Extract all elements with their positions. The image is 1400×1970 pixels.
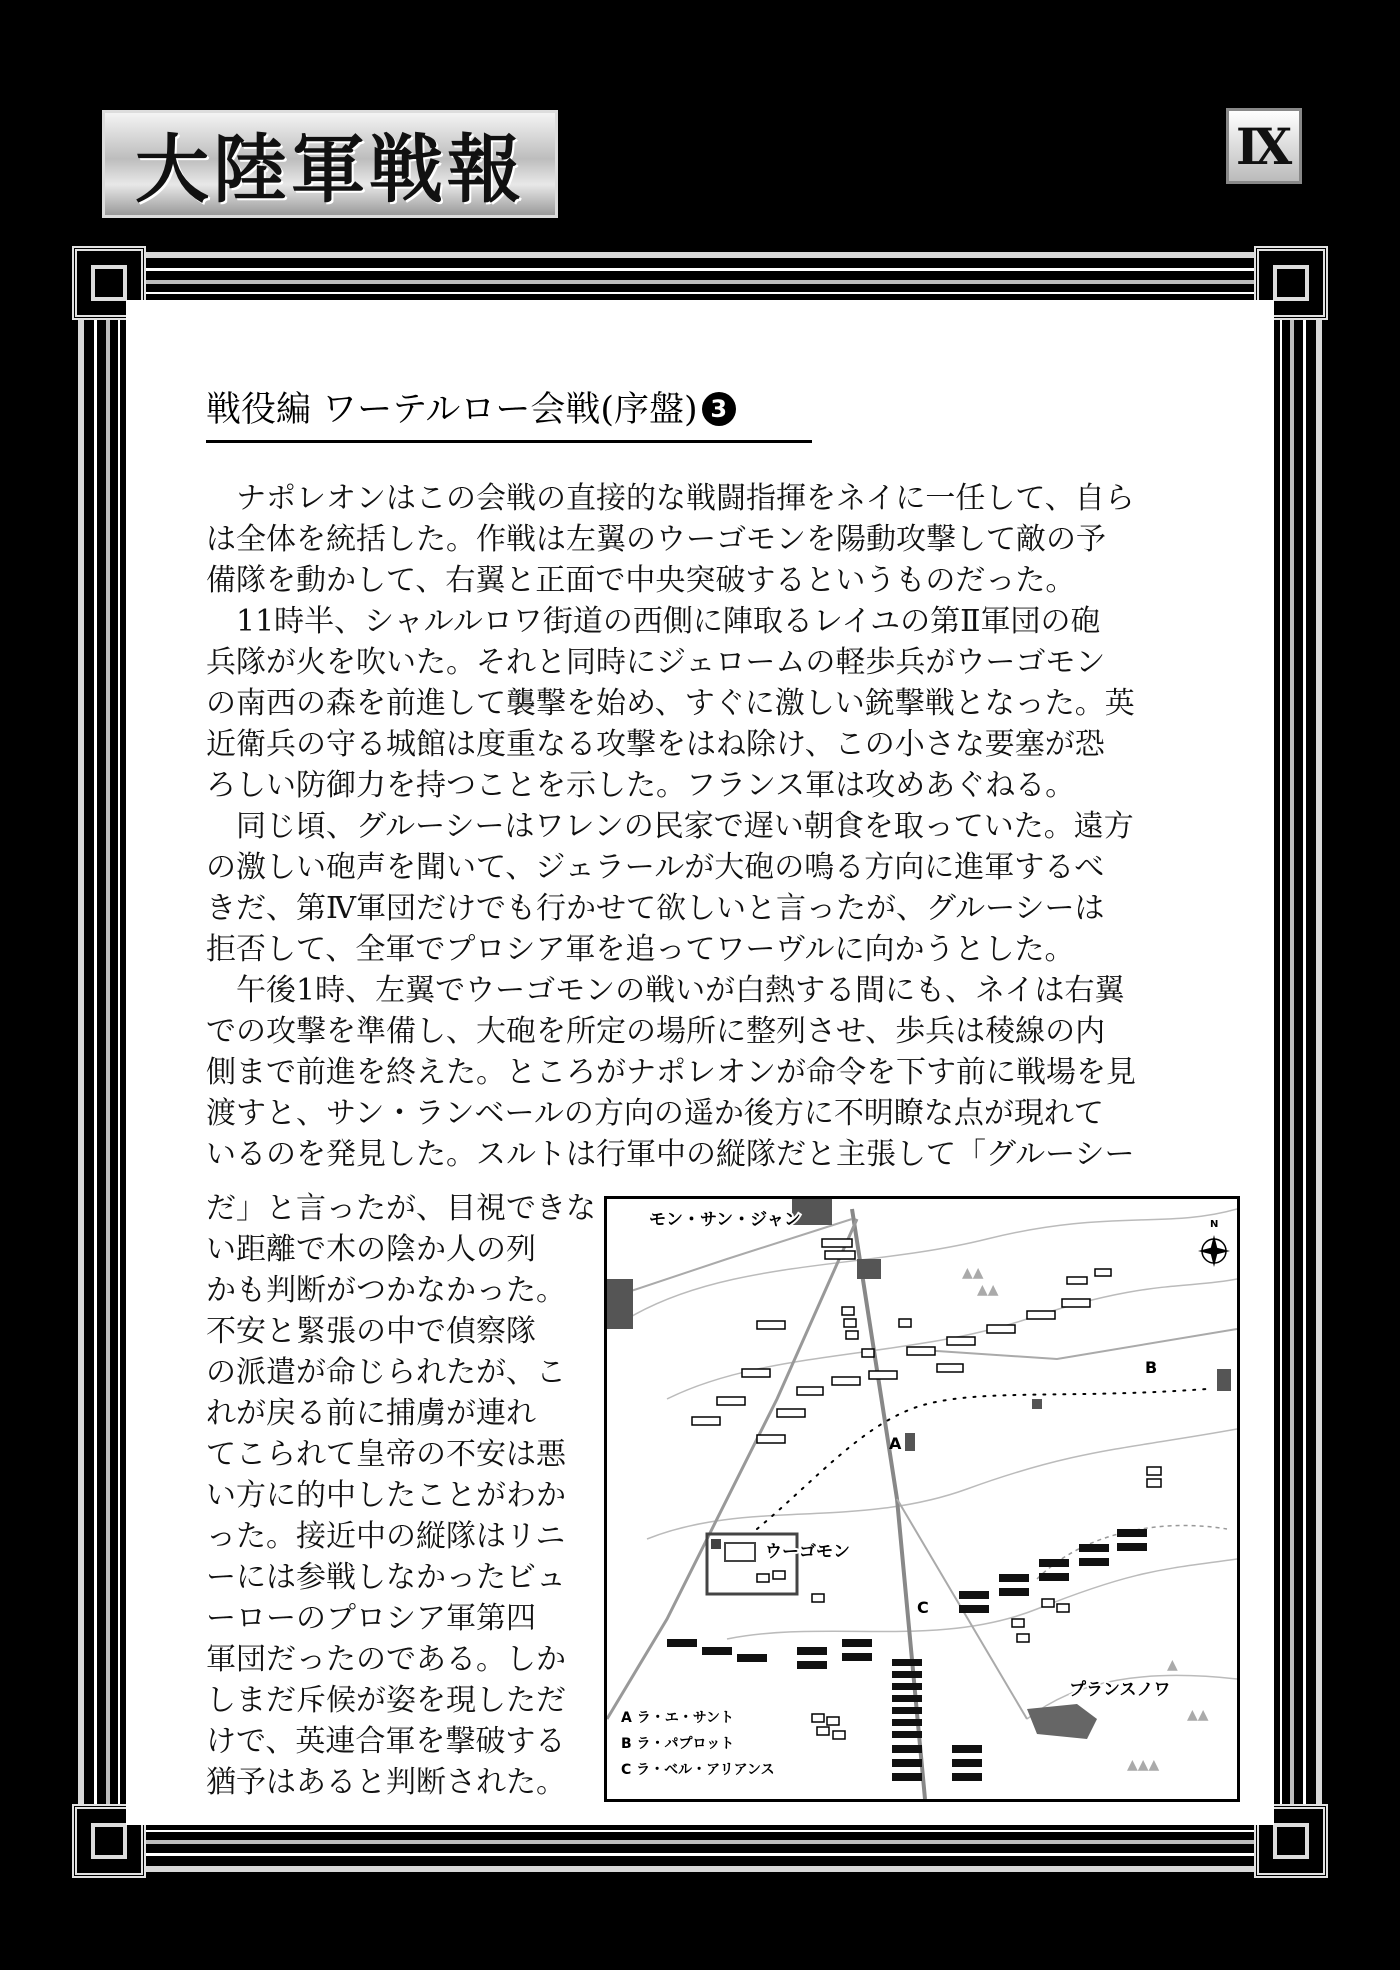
- title-number-badge: 3: [702, 392, 736, 426]
- text-line: の激しい砲声を聞いて、ジェラールが大砲の鳴る方向に進軍するべ: [206, 850, 1105, 885]
- article-body: [206, 478, 1192, 1175]
- legend-a: A ラ・エ・サント: [621, 1710, 735, 1726]
- svg-text:▲: ▲: [1167, 1657, 1178, 1673]
- magazine-logo: 大陸軍戦報: [102, 110, 558, 218]
- text-line: 11時半、シャルルロワ街道の西側に陣取るレイユの第Ⅱ軍団の砲: [236, 604, 1101, 639]
- battle-map-drawing: [607, 1199, 1237, 1799]
- text-line: 兵隊が火を吹いた。それと同時にジェロームの軽歩兵がウーゴモン: [206, 645, 1106, 680]
- text-line: 拒否して、全軍でプロシア軍を追ってワーヴルに向かうとした。: [206, 932, 1075, 967]
- text-line: 不安と緊張の中で偵察隊: [206, 1314, 536, 1349]
- legend-b: B ラ・パプロット: [621, 1736, 735, 1752]
- text-line: 同じ頃、グルーシーはワレンの民家で遅い朝食を取っていた。遠方: [236, 809, 1134, 844]
- text-line: かも判断がつかなかった。: [206, 1273, 566, 1308]
- svg-text:▲▲: ▲▲: [1187, 1707, 1209, 1723]
- text-line: は全体を統括した。作戦は左翼のウーゴモンを陽動攻撃して敵の予: [206, 522, 1106, 557]
- text-line: い方に的中したことがわか: [206, 1478, 566, 1513]
- svg-text:▲▲: ▲▲: [977, 1282, 999, 1298]
- text-line: 備隊を動かして、右翼と正面で中央突破するというものだった。: [206, 563, 1076, 598]
- article-side-column: [206, 1188, 602, 1803]
- label-c: C: [917, 1598, 929, 1617]
- article-title: 戦役編 ワーテルロー会戦(序盤) 3: [206, 388, 812, 443]
- text-line: いるのを発見した。スルトは行軍中の縦隊だと主張して「グルーシー: [206, 1137, 1135, 1172]
- text-line: ーローのプロシア軍第四: [206, 1601, 536, 1636]
- label-plancenoit: プランスノワ: [1069, 1680, 1171, 1700]
- text-line: きだ、第Ⅳ軍団だけでも行かせて欲しいと言ったが、グルーシーは: [206, 891, 1105, 926]
- svg-text:▲▲: ▲▲: [962, 1265, 984, 1281]
- text-line: てこられて皇帝の不安は悪: [206, 1437, 566, 1472]
- text-line: 午後1時、左翼でウーゴモンの戦いが白熱する間にも、ネイは右翼: [236, 973, 1125, 1008]
- legend-c: C ラ・ベル・アリアンス: [621, 1762, 775, 1778]
- svg-text:▲▲▲: ▲▲▲: [1127, 1757, 1160, 1773]
- text-line: だ」と言ったが、目視できな: [206, 1191, 596, 1226]
- label-a: A: [889, 1434, 902, 1453]
- text-line: 軍団だったのである。しか: [206, 1642, 566, 1677]
- text-line: しまだ斥候が姿を現しただ: [206, 1683, 566, 1718]
- label-hougoumont: ウーゴモン: [765, 1542, 850, 1562]
- text-line: 側まで前進を終えた。ところがナポレオンが命令を下す前に戦場を見: [206, 1055, 1136, 1090]
- text-line: 猶予はあると判断された。: [206, 1765, 566, 1800]
- compass-label: N: [1210, 1219, 1219, 1230]
- label-b: B: [1145, 1358, 1158, 1377]
- text-line: の南西の森を前進して襲撃を始め、すぐに激しい銃撃戦となった。英: [206, 686, 1135, 721]
- text-line: ーには参戦しなかったビュ: [206, 1560, 566, 1595]
- text-line: った。接近中の縦隊はリニ: [206, 1519, 566, 1554]
- text-line: ろしい防御力を持つことを示した。フランス軍は攻めあぐねる。: [206, 768, 1076, 803]
- chapter-badge: Ⅸ: [1226, 108, 1302, 184]
- text-line: い距離で木の陰か人の列: [206, 1232, 536, 1267]
- text-line: 渡すと、サン・ランベールの方向の遥か後方に不明瞭な点が現れて: [206, 1096, 1104, 1131]
- battle-map: [604, 1196, 1240, 1802]
- text-line: けで、英連合軍を撃破する: [206, 1724, 566, 1759]
- label-mont-saint-jean: モン・サン・ジャン: [649, 1210, 801, 1230]
- text-line: ナポレオンはこの会戦の直接的な戦闘指揮をネイに一任して、自ら: [236, 481, 1135, 516]
- text-line: 近衛兵の守る城館は度重なる攻撃をはね除け、この小さな要塞が恐: [206, 727, 1105, 762]
- text-line: の派遣が命じられたが、こ: [206, 1355, 566, 1390]
- text-line: での攻撃を準備し、大砲を所定の場所に整列させ、歩兵は稜線の内: [206, 1014, 1106, 1049]
- compass-icon: [1198, 1219, 1230, 1267]
- text-line: れが戻る前に捕虜が連れ: [206, 1396, 536, 1431]
